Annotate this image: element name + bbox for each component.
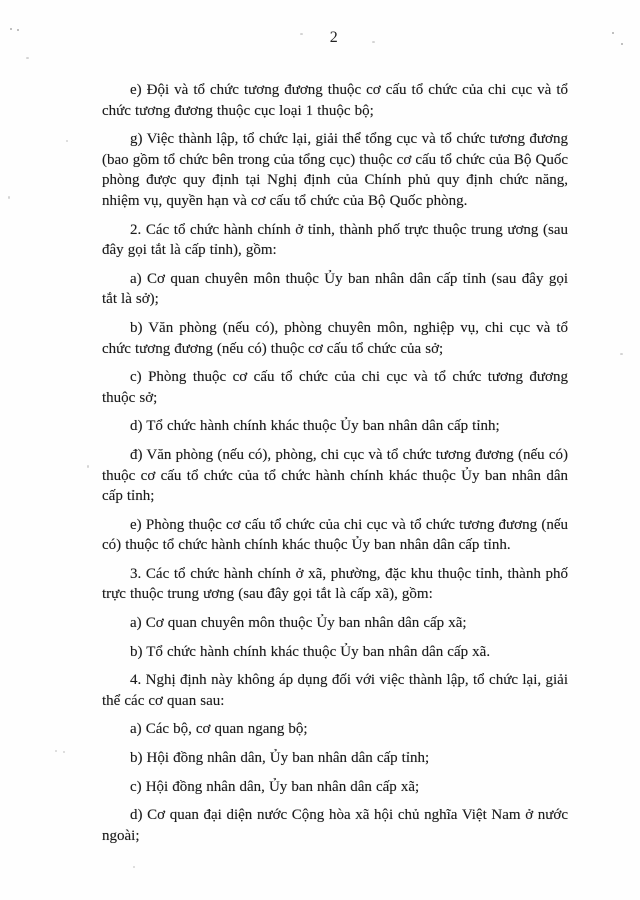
paragraph: b) Văn phòng (nếu có), phòng chuyên môn, nghiệp vụ, chi cục và tổ chức tương đương (nếu có) thuộc cơ cấu tổ chức của sở; [102, 319, 568, 357]
scan-speck [620, 353, 623, 355]
scan-speck [26, 57, 29, 59]
scan-speck [300, 33, 303, 35]
paragraph: g) Việc thành lập, tổ chức lại, giải thể tổng cục và tổ chức tương đương (bao gồm tổ chức bên trong của tổng cục) thuộc cơ cấu tổ chức của Bộ Quốc phòng được quy định tại Nghị định của Chính phủ quy định chức năng, nhiệm vụ, quyền hạn và cơ cấu tổ chức của Bộ Quốc phòng. [102, 131, 568, 209]
paragraph: 2. Các tổ chức hành chính ở tỉnh, thành phố trực thuộc trung ương (sau đây gọi tắt là cấp tỉnh), gồm: [102, 221, 568, 259]
paragraph: đ) Văn phòng (nếu có), phòng, chi cục và tổ chức tương đương (nếu có) thuộc cơ cấu tổ chức của tổ chức hành chính khác thuộc Ủy ban nhân dân cấp tỉnh; [102, 446, 568, 505]
scan-speck [87, 465, 89, 468]
paragraph: d) Cơ quan đại diện nước Cộng hòa xã hội chủ nghĩa Việt Nam ở nước ngoài; [102, 807, 568, 844]
paragraph: 3. Các tổ chức hành chính ở xã, phường, đặc khu thuộc tỉnh, thành phố trực thuộc trung ương (sau đây gọi tắt là cấp xã), gồm: [102, 565, 568, 603]
scan-speck [372, 41, 375, 43]
paragraph: b) Hội đồng nhân dân, Ủy ban nhân dân cấp tỉnh; [130, 750, 430, 767]
scan-speck [133, 866, 135, 868]
paragraph: e) Phòng thuộc cơ cấu tổ chức của chi cục và tổ chức tương đương (nếu có) thuộc tổ chức hành chính khác thuộc Ủy ban nhân dân cấp tỉnh. [102, 516, 568, 554]
paragraph: a) Cơ quan chuyên môn thuộc Ủy ban nhân dân cấp xã; [130, 615, 467, 632]
paragraph: b) Tổ chức hành chính khác thuộc Ủy ban nhân dân cấp xã. [130, 643, 491, 660]
paragraph: a) Các bộ, cơ quan ngang bộ; [130, 721, 308, 738]
scan-speck [612, 32, 614, 34]
scan-speck [66, 140, 68, 142]
paragraph: 4. Nghị định này không áp dụng đối với việc thành lập, tổ chức lại, giải thể các cơ quan sau: [102, 672, 568, 709]
scan-speck [8, 196, 10, 199]
paragraph: e) Đội và tổ chức tương đương thuộc cơ cấu tổ chức của chi cục và tổ chức tương đương thuộc cục loại 1 thuộc bộ; [102, 82, 568, 119]
scan-speck [17, 29, 19, 31]
paragraph: c) Phòng thuộc cơ cấu tổ chức của chi cục và tổ chức tương đương thuộc sở; [102, 369, 568, 406]
document-body [102, 80, 568, 854]
scan-speck [63, 751, 65, 753]
page-number: 2 [329, 29, 339, 46]
scan-speck [621, 43, 623, 45]
scan-speck [10, 28, 12, 30]
paragraph: d) Tổ chức hành chính khác thuộc Ủy ban nhân dân cấp tỉnh; [130, 418, 500, 435]
paragraph: c) Hội đồng nhân dân, Ủy ban nhân dân cấp xã; [130, 778, 420, 795]
paragraph: a) Cơ quan chuyên môn thuộc Ủy ban nhân dân cấp tỉnh (sau đây gọi tắt là sở); [102, 270, 568, 308]
scan-speck [55, 750, 57, 752]
